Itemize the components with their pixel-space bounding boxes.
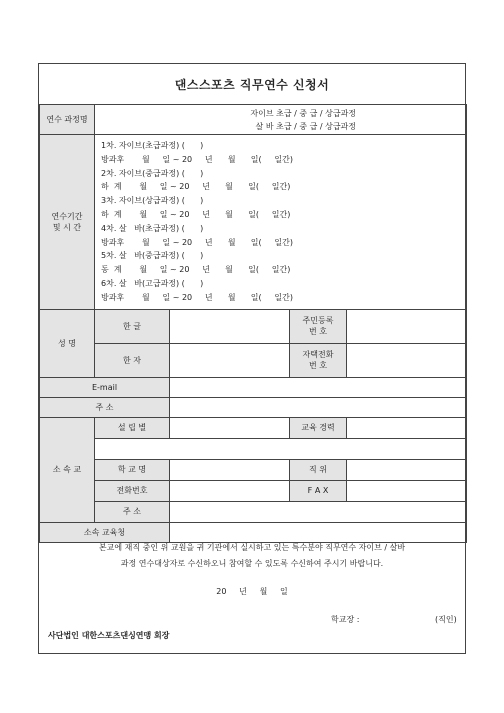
- period-row: [40, 135, 467, 310]
- name-hangul-row: [40, 309, 467, 343]
- notice-section: [39, 534, 465, 624]
- establishment-field[interactable]: [170, 417, 290, 438]
- principal-label: 학교장 :: [331, 615, 360, 624]
- application-form: [38, 63, 466, 654]
- name-hangul-field[interactable]: [170, 309, 290, 343]
- position-label: 직 위: [290, 459, 347, 480]
- name-hanja-field[interactable]: [170, 343, 290, 377]
- period-line: 하 계 월 일 ~ 20 년 월 일( 일간): [101, 182, 291, 192]
- period-line: 2차. 자이브(중급과정) ( ): [101, 168, 204, 178]
- period-line: 동 계 월 일 ~ 20 년 월 일( 일간): [101, 265, 291, 275]
- notice-date: 20 년 월 일: [216, 587, 288, 596]
- application-table: [39, 104, 467, 543]
- school-phone-row: [40, 480, 467, 501]
- school-blank-row: [40, 438, 467, 459]
- school-label: 소 속 교: [40, 417, 95, 522]
- course-row: [40, 105, 467, 135]
- school-phone-label: 전화번호: [95, 480, 170, 501]
- address-label: 주 소: [40, 397, 170, 417]
- period-line: 하 계 월 일 ~ 20 년 월 일( 일간): [101, 209, 291, 219]
- resident-id-label: 주민등록 번 호: [290, 309, 347, 343]
- school-address-field[interactable]: [170, 501, 467, 522]
- address-row: [40, 397, 467, 417]
- recipient-organization: 사단법인 대한스포츠댄싱연맹 회장: [48, 631, 170, 640]
- period-line: 1차. 자이브(초급과정) ( ): [101, 141, 204, 150]
- fax-field[interactable]: [347, 480, 467, 501]
- position-field[interactable]: [347, 459, 467, 480]
- name-hanja-label: 한 자: [95, 343, 170, 377]
- email-label: E-mail: [40, 377, 170, 397]
- course-line-salsa: 살 바 초급 / 중 급 / 상급과정: [255, 121, 357, 131]
- career-label: 교육 경력: [290, 417, 347, 438]
- period-line: 5차. 살 바(중급과정) ( ): [101, 251, 204, 261]
- period-line: 방과후 월 일 ~ 20 년 월 일( 일간): [101, 154, 293, 164]
- school-name-field[interactable]: [170, 459, 290, 480]
- fax-label: F A X: [290, 480, 347, 501]
- email-field[interactable]: [170, 377, 467, 397]
- period-line: 6차. 살 바(고급과정) ( ): [101, 278, 204, 288]
- career-field[interactable]: [347, 417, 467, 438]
- name-hanja-row: [40, 343, 467, 377]
- period-label: 연수기간 및 시 간: [40, 135, 95, 310]
- school-address-label: 주 소: [95, 501, 170, 522]
- seal-label: (직인): [435, 615, 457, 624]
- period-schedule[interactable]: [95, 135, 467, 310]
- school-phone-field[interactable]: [170, 480, 290, 501]
- home-phone-field[interactable]: [347, 343, 467, 377]
- name-hangul-label: 한 글: [95, 309, 170, 343]
- school-name-row: [40, 459, 467, 480]
- period-line: 방과후 월 일 ~ 20 년 월 일( 일간): [101, 292, 293, 302]
- course-line-jive: 자이브 초급 / 중 급 / 상급과정: [250, 108, 357, 118]
- office-label: 소속 교육청: [40, 522, 170, 542]
- notice-text: 본교에 재직 중인 위 교원을 귀 기관에서 실시하고 있는 특수분야 직무연수 자이브 / 살바 과정 연수대상자로 수신하오니 참여할 수 있도록 수신하여 주시기 바랍니다.: [98, 543, 406, 568]
- period-line: 방과후 월 일 ~ 20 년 월 일( 일간): [101, 237, 293, 247]
- address-field[interactable]: [170, 397, 467, 417]
- school-establishment-row: [40, 417, 467, 438]
- establishment-label: 설 립 별: [95, 417, 170, 438]
- home-phone-label: 자택전화 번 호: [290, 343, 347, 377]
- period-line: 4차. 살 바(초급과정) ( ): [101, 223, 204, 233]
- name-label: 성 명: [40, 309, 95, 377]
- form-title: 댄스스포츠 직무연수 신청서: [174, 77, 330, 92]
- course-label: 연수 과정명: [40, 105, 95, 135]
- establishment-detail-field[interactable]: [95, 438, 467, 459]
- period-line: 3차. 자이브(상급과정) ( ): [101, 196, 204, 206]
- school-address-row: [40, 501, 467, 522]
- course-options[interactable]: [95, 105, 467, 135]
- school-name-label: 학 교 명: [95, 459, 170, 480]
- email-row: [40, 377, 467, 397]
- resident-id-field[interactable]: [347, 309, 467, 343]
